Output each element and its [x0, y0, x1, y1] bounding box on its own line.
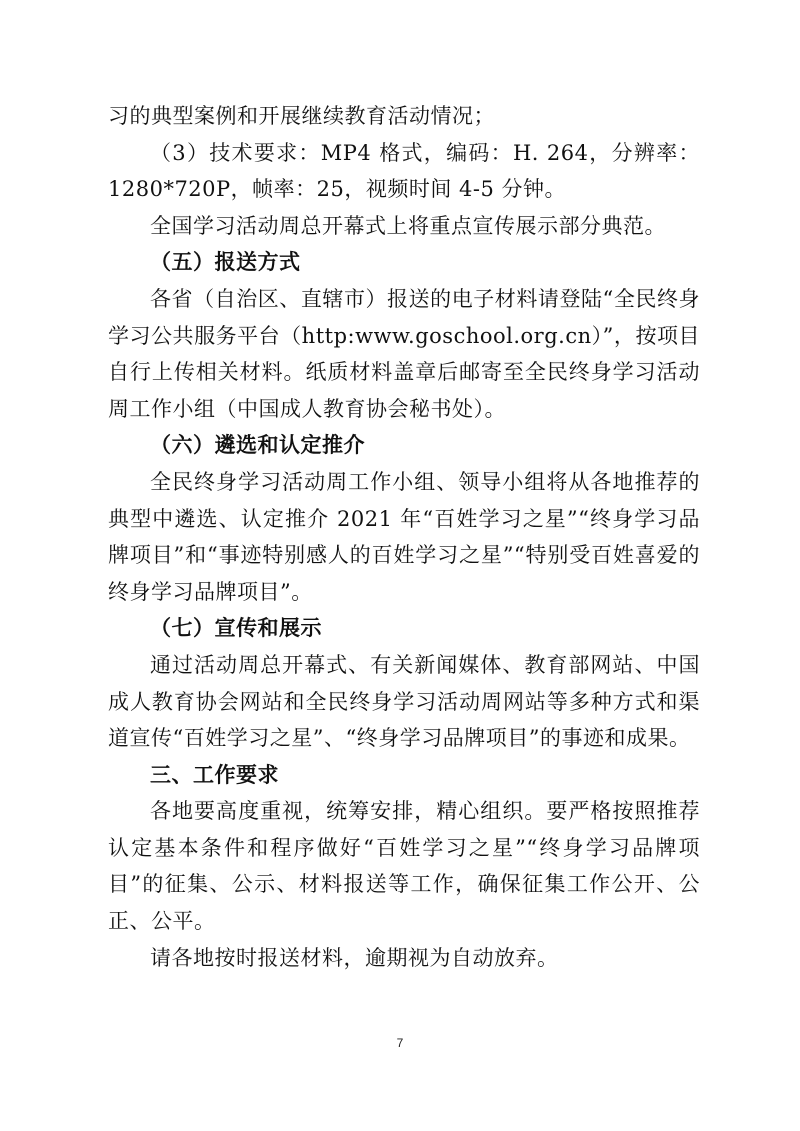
paragraph-submission-method: 各省（自治区、直辖市）报送的电子材料请登陆“全民终身学习公共服务平台（http:www.goschool.org.cn）”，按项目自行上传相关材料。纸质材料盖章后邮寄至全民终身学习活动周工作小组（中国成人教育协会秘书处）。 [108, 286, 700, 421]
section-heading-publicity: （七）宣传和展示 [150, 616, 322, 641]
page-number: 7 [396, 1036, 404, 1050]
paragraph-selection: 全民终身学习活动周工作小组、领导小组将从各地推荐的典型中遴选、认定推介 2021 年“百姓学习之星”“终身学习品牌项目”和“事迹特别感人的百姓学习之星”“特别受百姓喜爱的终身学习品牌项目”。 [108, 469, 700, 604]
section-heading-submission-method: （五）报送方式 [150, 250, 301, 275]
section-heading-work-requirements: 三、工作要求 [150, 762, 279, 787]
paragraph-deadline: 请各地按时报送材料，逾期视为自动放弃。 [150, 945, 559, 970]
paragraph-publicity: 通过活动周总开幕式、有关新闻媒体、教育部网站、中国成人教育协会网站和全民终身学习活动周网站等多种方式和渠道宣传“百姓学习之星”、“终身学习品牌项目”的事迹和成果。 [108, 652, 700, 751]
document-body [108, 98, 700, 976]
paragraph-continuation: 习的典型案例和开展继续教育活动情况； [108, 104, 495, 128]
paragraph-work-requirements: 各地要高度重视，统筹安排，精心组织。要严格按照推荐认定基本条件和程序做好“百姓学习之星”“终身学习品牌项目”的征集、公示、材料报送等工作，确保征集工作公开、公正、公平。 [108, 799, 700, 934]
section-heading-selection: （六）遴选和认定推介 [150, 433, 365, 458]
paragraph-opening-ceremony: 全国学习活动周总开幕式上将重点宣传展示部分典范。 [150, 213, 666, 238]
paragraph-technical-requirements: （3）技术要求：MP4 格式，编码：H. 264，分辨率：1280*720P，帧率：25，视频时间 4-5 分钟。 [108, 140, 700, 202]
